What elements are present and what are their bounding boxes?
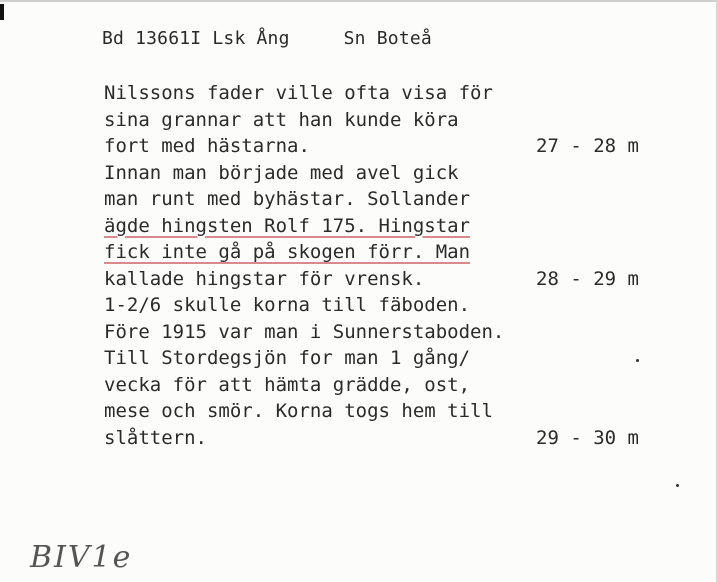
text-line-underlined: fick inte gå på skogen förr. Man <box>104 241 471 263</box>
text-line: kallade hingstar för vrensk. 28 - 29 m <box>104 266 684 293</box>
page-reference: 28 - 29 m <box>536 267 639 290</box>
text-line: Till Stordegsjön for man 1 gång/ <box>104 347 471 369</box>
ink-speck <box>636 359 639 362</box>
card-header <box>102 28 432 49</box>
archive-reference: Bd 13661I Lsk Ång <box>102 28 290 49</box>
page-reference: 29 - 30 m <box>536 426 639 449</box>
text-line-underlined: ägde hingsten Rolf 175. Hingstar <box>104 214 471 237</box>
text-line: vecka för att hämta grädde, ost, <box>104 373 471 396</box>
page-reference: 27 - 28 m <box>536 135 639 157</box>
punch-mark <box>0 4 4 20</box>
text-line: Före 1915 var man i Sunnerstaboden. <box>104 320 505 343</box>
card-top-edge <box>0 0 718 2</box>
parish-name: Sn Boteå <box>343 28 432 49</box>
text-line: Innan man började med avel gick <box>104 161 459 184</box>
text-line: 1-2/6 skulle korna till fäboden. <box>104 294 471 316</box>
ink-speck <box>676 484 679 487</box>
text-line: mese och smör. Korna togs hem till <box>104 400 493 422</box>
text-line: fort med hästarna. 27 - 28 m <box>104 133 684 160</box>
text-line: sina grannar att han kunde köra <box>104 108 459 131</box>
card-body <box>104 80 684 451</box>
text-line: man runt med byhästar. Sollander <box>104 188 471 210</box>
text-line: slåttern. 29 - 30 m <box>104 425 684 452</box>
text-line: Nilssons fader ville ofta visa för <box>104 82 493 104</box>
handwritten-classification: BIV1e <box>30 540 133 575</box>
